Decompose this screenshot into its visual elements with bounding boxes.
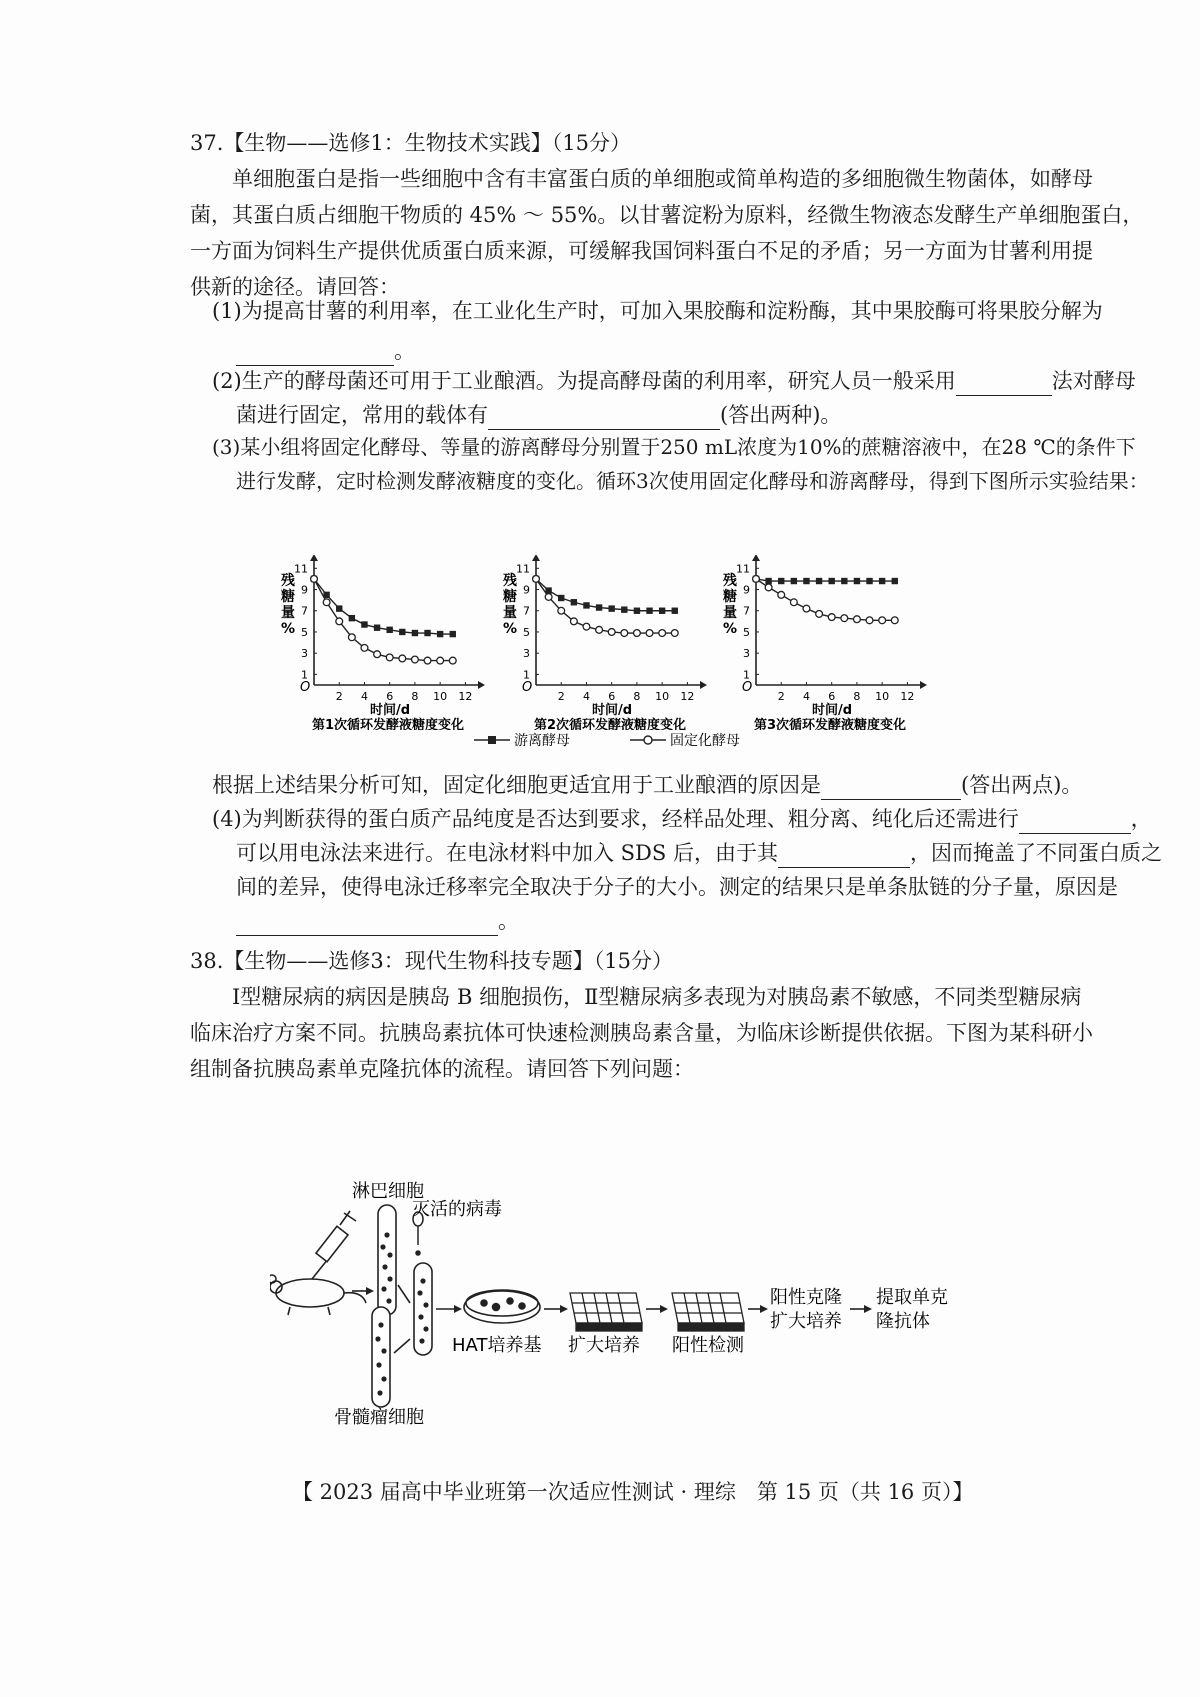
q37-part4-line-4 (236, 906, 519, 936)
data-point-free (765, 578, 771, 584)
data-point-free (583, 602, 589, 608)
myeloma-tube-icon (372, 1307, 390, 1407)
y-tick-label: 1 (301, 668, 308, 682)
origin-label: O (300, 680, 311, 695)
data-point-free (361, 621, 367, 627)
y-axis-label: % (502, 621, 518, 637)
q37-part2-text-a: (2)生产的酵母菌还可用于工业酿酒。为提高酵母菌的利用率，研究人员一般采用 (212, 369, 956, 393)
y-tick-label: 5 (301, 625, 308, 639)
y-tick-label: 3 (743, 647, 750, 661)
x-tick-label: 2 (335, 690, 343, 703)
legend-svg (470, 728, 770, 752)
data-point-fixed (816, 611, 823, 618)
q37-part4-line-3: 间的差异，使得电泳迁移率完全取决于分子的大小。测定的结果只是单条肽链的分子量，原因是 (236, 875, 1118, 899)
data-point-fixed (841, 615, 848, 622)
page-footer: 【 2023 届高中毕业班第一次适应性测试 · 理综 第 15 页（共 16 页）】 (292, 1480, 974, 1504)
answer-blank[interactable] (956, 373, 1052, 396)
arrow-icon (394, 1339, 410, 1353)
arrow-icon (850, 1305, 872, 1313)
y-tick-label: 9 (743, 583, 750, 597)
data-point-fixed (533, 576, 540, 583)
y-axis-arrow (532, 555, 540, 561)
myeloma-label: 骨髓瘤细胞 (334, 1407, 424, 1425)
x-tick-label: 12 (458, 690, 473, 703)
x-tick-label: 10 (433, 690, 448, 703)
data-point-free (374, 625, 380, 631)
answer-blank[interactable] (236, 343, 394, 366)
x-axis-label: 时间/d (591, 703, 633, 718)
data-point-fixed (449, 657, 456, 664)
data-point-fixed (437, 657, 444, 664)
lymph-cell-tube-icon (378, 1205, 396, 1315)
x-axis-arrow (920, 681, 927, 689)
data-point-free (596, 604, 602, 610)
y-axis-label: % (280, 621, 296, 637)
q37-part4-text-b: ， (1130, 807, 1152, 831)
y-tick-label: 7 (301, 604, 308, 618)
data-point-fixed (323, 599, 330, 606)
q37-part2-text-d: (答出两种)。 (720, 403, 842, 427)
q37-intro-line-4: 供新的途径。请回答： (190, 275, 400, 299)
x-axis-label: 时间/d (369, 703, 411, 718)
q37-intro-line-2: 菌，其蛋白质占细胞干物质的 45% ～ 55%。以甘薯淀粉为原料，经微生物液态发酵生产单细胞蛋白， (190, 203, 1144, 227)
y-axis-label: 残 (723, 573, 737, 589)
data-point-fixed (671, 630, 678, 637)
y-axis-label: 残 (281, 573, 295, 589)
q37-part3-text-b: (答出两点)。 (961, 773, 1083, 797)
data-point-fixed (866, 617, 873, 624)
y-tick-label: 11 (294, 562, 308, 576)
q37-part4-text-a: (4)为判断获得的蛋白质产品纯度是否达到要求，经样品处理、粗分离、纯化后还需进行 (212, 807, 1019, 831)
q37-part4-end: 。 (498, 909, 519, 933)
positive-detection-label: 阳性检测 (672, 1335, 744, 1356)
y-axis-label: 糖 (503, 589, 517, 605)
y-tick-label: 5 (523, 625, 530, 639)
answer-blank[interactable] (1019, 811, 1131, 834)
series-line-fixed (536, 579, 675, 633)
x-tick-label: 4 (360, 690, 368, 703)
extract-antibody-label-2: 隆抗体 (876, 1311, 930, 1332)
q37-part4-line-2 (236, 838, 1162, 868)
well-plate-icon (570, 1293, 642, 1331)
chart-legend (470, 728, 770, 756)
data-point-free (399, 629, 405, 635)
q37-part4-text-d: ，因而掩盖了不同蛋白质之 (909, 841, 1162, 865)
x-tick-label: 8 (411, 690, 419, 703)
data-point-free (336, 605, 342, 611)
data-point-free (424, 630, 430, 636)
answer-blank[interactable] (821, 777, 961, 800)
legend-free-label: 游离酵母 (514, 733, 570, 749)
virus-label: 灭活的病毒 (412, 1199, 502, 1220)
data-point-free (621, 606, 627, 612)
q38-intro-line-1: Ⅰ型糖尿病的病因是胰岛 B 细胞损伤，Ⅱ型糖尿病多表现为对胰岛素不敏感，不同类型糖尿病 (232, 985, 1082, 1009)
syringe-icon (312, 1211, 356, 1279)
data-point-fixed (879, 617, 886, 624)
y-tick-label: 3 (301, 647, 308, 661)
data-point-free (778, 578, 784, 584)
data-point-free (841, 578, 847, 584)
q37-part2-text-b: 法对酵母 (1051, 369, 1136, 393)
y-tick-label: 7 (523, 604, 530, 618)
y-tick-label: 1 (523, 668, 530, 682)
chart-title: 第1次循环发酵液糖度变化 (311, 718, 465, 730)
expand-culture-label: 扩大培养 (568, 1335, 640, 1356)
q37-part4-text-c: 可以用电泳法来进行。在电泳材料中加入 SDS 后，由于其 (236, 841, 778, 865)
data-point-free (672, 608, 678, 614)
data-point-free (659, 608, 665, 614)
data-point-fixed (596, 626, 603, 633)
well-plate-icon (672, 1293, 744, 1331)
arrow-icon (544, 1305, 568, 1313)
series-line-free (314, 579, 453, 634)
x-tick-label: 2 (777, 690, 785, 703)
lymph-cell-label: 淋巴细胞 (352, 1181, 424, 1202)
data-point-fixed (608, 629, 615, 636)
data-point-free (437, 631, 443, 637)
y-axis-label: 量 (281, 605, 295, 621)
x-tick-label: 6 (608, 690, 616, 703)
series-line-free (756, 579, 895, 581)
data-point-fixed (412, 656, 419, 663)
data-point-fixed (854, 616, 861, 623)
data-point-fixed (790, 599, 797, 606)
chart-svg (278, 555, 488, 730)
data-point-fixed (348, 634, 355, 641)
data-point-fixed (765, 584, 772, 591)
data-point-free (828, 578, 834, 584)
data-point-fixed (891, 617, 898, 624)
x-tick-label: 10 (655, 690, 670, 703)
chart-cycle-3 (720, 555, 930, 734)
y-axis-arrow (310, 555, 318, 561)
x-tick-label: 2 (557, 690, 565, 703)
data-point-free (803, 578, 809, 584)
hat-medium-label: HAT培养基 (452, 1335, 542, 1356)
data-point-fixed (583, 623, 590, 630)
chart-svg (500, 555, 710, 730)
answer-blank[interactable] (778, 845, 910, 868)
data-point-fixed (558, 607, 565, 614)
answer-blank[interactable] (488, 407, 720, 430)
data-point-fixed (828, 614, 835, 621)
legend-free-marker (488, 736, 496, 744)
chart-title: 第3次循环发酵液糖度变化 (753, 718, 907, 730)
y-tick-label: 1 (743, 668, 750, 682)
q37-intro-line-3: 一方面为饲料生产提供优质蛋白质来源，可缓解我国饲料蛋白不足的矛盾；另一方面为甘薯利用提 (190, 239, 1093, 263)
q37-part2-text-c: 菌进行固定，常用的载体有 (236, 403, 488, 427)
q37-part2-line-2 (236, 400, 841, 430)
data-point-free (558, 595, 564, 601)
y-tick-label: 7 (743, 604, 750, 618)
data-point-free (450, 631, 456, 637)
x-tick-label: 12 (900, 690, 915, 703)
x-tick-label: 4 (802, 690, 810, 703)
q37-intro-line-1: 单细胞蛋白是指一些细胞中含有丰富蛋白质的单细胞或简单构造的多细胞微生物菌体，如酵母 (232, 167, 1093, 191)
x-tick-label: 12 (680, 690, 695, 703)
q37-part1-text: (1)为提高甘薯的利用率，在工业化生产时，可加入果胶酶和淀粉酶，其中果胶酶可将果胶分解为 (212, 299, 1103, 323)
data-point-fixed (621, 630, 628, 637)
q37-heading: 37.【生物——选修1：生物技术实践】（15分） (190, 131, 631, 155)
q37-part2-line-1 (212, 366, 1136, 396)
origin-label: O (522, 680, 533, 695)
data-point-fixed (386, 654, 393, 661)
chart-svg (720, 555, 930, 730)
data-point-fixed (399, 655, 406, 662)
x-tick-label: 4 (582, 690, 590, 703)
data-point-free (816, 578, 822, 584)
arrow-icon (646, 1305, 668, 1313)
data-point-fixed (424, 657, 431, 664)
q37-part1-answer-line (236, 336, 415, 366)
data-point-free (349, 615, 355, 621)
extract-antibody-label-1: 提取单克 (876, 1287, 948, 1308)
q38-intro-line-2: 临床治疗方案不同。抗胰岛素抗体可快速检测胰岛素含量，为临床诊断提供依据。下图为某科研小 (190, 1021, 1093, 1045)
y-tick-label: 11 (516, 562, 530, 576)
data-point-fixed (634, 630, 641, 637)
data-point-fixed (545, 594, 552, 601)
y-axis-label: 量 (723, 605, 737, 621)
data-point-free (608, 605, 614, 611)
origin-label: O (742, 680, 753, 695)
y-axis-label: 糖 (281, 589, 295, 605)
data-point-free (386, 627, 392, 633)
series-line-fixed (314, 579, 453, 661)
x-tick-label: 10 (875, 690, 890, 703)
chart-cycle-2 (500, 555, 710, 734)
y-tick-label: 9 (301, 583, 308, 597)
x-axis-label: 时间/d (811, 703, 853, 718)
x-axis-arrow (700, 681, 707, 689)
q37-part3-line-2: 进行发酵，定时检测发酵液糖度的变化。循环3次使用固定化酵母和游离酵母，得到下图所示实验结果： (236, 469, 1149, 493)
y-tick-label: 3 (523, 647, 530, 661)
data-point-fixed (753, 576, 760, 583)
q37-part4-line-1 (212, 804, 1152, 834)
fusion-tube-icon (414, 1263, 432, 1355)
flow-svg (270, 1175, 990, 1425)
q37-part3-text-a: 根据上述结果分析可知，固定化细胞更适宜用于工业酿酒的原因是 (212, 773, 821, 797)
data-point-fixed (803, 605, 810, 612)
y-tick-label: 9 (523, 583, 530, 597)
data-point-free (412, 630, 418, 636)
data-point-free (866, 578, 872, 584)
chart-cycle-1 (278, 555, 488, 734)
y-axis-arrow (752, 555, 760, 561)
q37-part1-end: 。 (394, 339, 415, 363)
y-tick-label: 11 (736, 562, 750, 576)
data-point-free (879, 578, 885, 584)
data-point-fixed (659, 630, 666, 637)
x-tick-label: 8 (633, 690, 641, 703)
data-point-fixed (778, 591, 785, 598)
data-point-fixed (311, 576, 318, 583)
legend-fixed-marker (644, 736, 652, 744)
data-point-free (854, 578, 860, 584)
y-axis-label: 残 (503, 573, 517, 589)
y-tick-label: 5 (743, 625, 750, 639)
y-axis-label: % (722, 621, 738, 637)
y-axis-label: 糖 (723, 589, 737, 605)
petri-dish-icon (464, 1290, 540, 1323)
positive-clone-label: 阳性克隆 (770, 1287, 842, 1308)
x-tick-label: 8 (853, 690, 861, 703)
q38-intro-line-3: 组制备抗胰岛素单克隆抗体的流程。请回答下列问题： (190, 1057, 694, 1081)
data-point-free (892, 578, 898, 584)
arrow-icon (436, 1305, 462, 1313)
x-tick-label: 6 (828, 690, 836, 703)
y-axis-label: 量 (503, 605, 517, 621)
arrow-icon (748, 1305, 768, 1313)
data-point-fixed (646, 630, 653, 637)
q37-part3-line-1: (3)某小组将固定化酵母、等量的游离酵母分别置于250 mL浓度为10%的蔗糖溶液中，在28 ℃的条件下 (212, 435, 1136, 459)
x-tick-label: 6 (386, 690, 394, 703)
data-point-fixed (570, 618, 577, 625)
data-point-fixed (374, 651, 381, 658)
data-point-fixed (361, 644, 368, 651)
mouse-icon (270, 1275, 366, 1315)
x-axis-arrow (478, 681, 485, 689)
q38-heading: 38.【生物——选修3：现代生物科技专题】（15分） (190, 949, 673, 973)
q37-part3-question (212, 770, 1082, 800)
data-point-fixed (336, 618, 343, 625)
positive-clone-expand-label: 扩大培养 (770, 1311, 842, 1332)
data-point-free (571, 599, 577, 605)
chart-title: 第2次循环发酵液糖度变化 (533, 718, 687, 730)
data-point-free (646, 608, 652, 614)
answer-blank[interactable] (236, 913, 498, 936)
antibody-flow-diagram (270, 1175, 990, 1429)
legend-fixed-label: 固定化酵母 (670, 733, 740, 749)
data-point-free (791, 578, 797, 584)
series-line-fixed (756, 579, 895, 620)
data-point-free (634, 608, 640, 614)
arrow-icon (398, 1285, 410, 1303)
